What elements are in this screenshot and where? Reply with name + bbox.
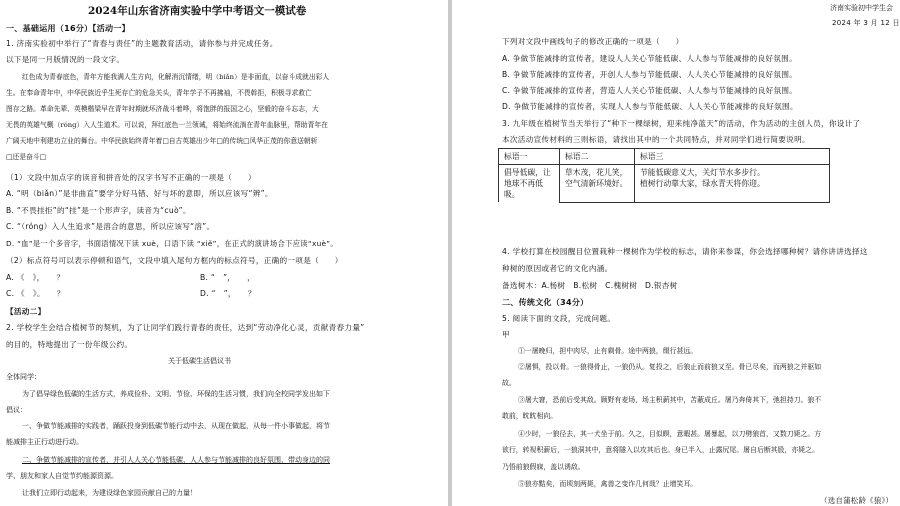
tree-options: 备选树木：A.杨树 B.松树 C.槐树树 D.银杏树 [502, 281, 678, 290]
edit-option-c: C. 争做节能减排的宣传者，营造人人关心节能低碳、人人参与节能减排的良好氛围。 [502, 86, 798, 95]
edit-option-a: A. 争做节能减排的宣传者，建设人人关心节能低碳、人人参与节能减排的良好氛围。 [502, 54, 797, 63]
right-page [452, 0, 900, 506]
classical-line: 故。 [502, 379, 516, 387]
passage-line: 无畏的英雄气概（róng）入人生道术。可以说，拜红底色一兰领诫，将始终流淌在青年血脉里，帮助青年在 [6, 121, 328, 129]
punct-option-c: C. 《 》。 ？ [6, 289, 65, 298]
option-b: B. “不畏挂拒”的“挂”是一个形声字，读音为“cuò”。 [6, 206, 191, 215]
proposal-line: 一、争做节能减排的实践者，踊跃投身到低碳节能行动中去，从现在做起，从每一件小事做起，将节 [22, 422, 330, 430]
proposal-line: 倡议： [6, 406, 27, 414]
punct-option-a: A. 《 》， ？ [6, 273, 65, 282]
edit-option-d: D. 争做节能减排的宣传者，实现人人参与节能低碳、人人关心节能减排的良好氛围。 [502, 102, 798, 111]
proposal-line: 学、朋友和家人自觉节约能源资源。 [6, 472, 118, 480]
table-header: 标语二 [560, 149, 635, 165]
classical-line: 敢前，眈眈相向。 [502, 412, 558, 420]
classical-line: 乃悟前狼假寐，盖以诱敌。 [502, 463, 585, 471]
passage-line: □还是奋斗□ [6, 153, 47, 161]
proposal-line: 为了倡导绿色低碳的生活方式，养成俭朴、文明、节俭、环保的生活习惯，我们向全校同学发出如下 [22, 390, 330, 398]
edit-question: 下列对文段中画线句子的修改正确的一项是（ ） [502, 37, 684, 46]
passage-line: 生。在奉命青年中，中华民族近乎生死存亡的危急关头，青年学子不再拂袖，不畏斡拒，积极寻求救亡 [6, 89, 312, 97]
table-header-row [499, 149, 830, 165]
question-3: 3. 九年级在植树节当天举行了“种下一棵绿树，迎来纯净蓝天”的活动，作为活动的主创人员，你设计了 [502, 119, 861, 128]
classical-line: ②屠惧，投以骨。一狼得骨止，一狼仍从。复投之，后狼止而前狼又至。骨已尽矣，而两狼之并驱如 [518, 363, 822, 371]
table-row [499, 165, 830, 203]
sub-question-1: （1）文段中加点字的读音和拼音处的汉字书写不正确的一项是（ ） [6, 173, 256, 182]
option-d: D. “血”是一个多音字，书面语情况下读 xuè，口语下读 “xiě”，在正式的演讲场合下应读“xuè”。 [6, 239, 338, 248]
passage-jia-label: 甲 [502, 330, 510, 339]
table-cell: 草木茂，花儿笑， 空气清新环境好。 [560, 165, 635, 203]
option-a: A. “明（biǎn）”是非曲直”要学分好马错、好与坏的意即，所以应该写“辨”。 [6, 189, 273, 198]
question-3-cont: 本次活动宣传材料的三则标语，请找出其中的一个共同特点，并对同学们进行简要说明。 [502, 135, 810, 144]
classical-line: ③屠大窘，恐前后受其敌。顾野有麦场，场主积薪其中，苫蔽成丘。屠乃奔倚其下，弛担持刀。狼不 [518, 396, 822, 404]
question-1-sub: 以下是同一月版情况的一段文字。 [6, 55, 125, 64]
table-cell: 节能低碳意义大，关灯节水多步行。 植树行动靠大家，绿水青天将你迎。 [635, 165, 830, 203]
question-5: 5. 阅读下面的文段，完成问题。 [502, 314, 616, 323]
table-cell: 倡导低碳，让 地球不再低 吸。 [499, 165, 560, 203]
classical-line: 欲行，转视积薪后，一狼洞其中，意将隧入以攻其后也。身已半入，止露尻尾。屠自后断其股，亦毙之。 [502, 446, 819, 454]
proposal-line: 能减排主正行动进行动。 [6, 438, 83, 446]
edit-option-b: B. 争做节能减排的宣传者，开创人人参与节能低碳、人人关心节能减排的良好氛围。 [502, 70, 798, 79]
source-citation: （选自蒲松龄《狼》） [820, 496, 894, 505]
question-2: 2. 学校学生会结合植树节的契机，为了让同学们践行青春的责任，达到“劳动净化心灵，贡献青春力量” [6, 323, 365, 332]
exam-title: 2024年山东省济南实验中学中考语文一模试卷 [88, 5, 307, 17]
question-4: 4. 学校打算在校园醒目位置栽种一棵树作为学校的标志，请你来参谋，你会选择哪种树？请你讲讲选择这 [502, 247, 868, 256]
question-1: 1. 济南实验初中举行了“青春与责任”的主题教育活动，请你参与并完成任务。 [6, 39, 278, 48]
passage-line: 图存之路。革命先辈、英模楷梁早在青年时期就坏济战斗着哗，将饱胖的报国之心，坚毅的奋斗忘志，大 [6, 105, 319, 113]
passage-line: 红色成为青春底色，青年方能我满人生方向，化解消沉情绪，明（biǎn）是非面直，以奋斗成就出彩人 [22, 73, 330, 81]
classical-line: ①一屠晚归，担中肉尽，止有剩骨。途中两狼，缀行甚远。 [518, 347, 698, 355]
question-4-cont: 种树的原因或者它的文化内涵。 [502, 264, 613, 273]
activity-two: 【活动二】 [6, 307, 46, 316]
punct-option-b: B. “ ”， ， [200, 273, 256, 282]
sub-question-2: （2）标点符号可以表示停顿和语气，文段中填入尾句方框内的标点符号，正确的一项是（ ） [6, 256, 343, 265]
proposal-line-underlined: 二、争做节能减排的宣传者，并引人人关心节能低碳、人人参与节能减排的良好氛围，带动身边的同 [22, 456, 330, 464]
option-c: C. “（róng）入人生追求”是溶合的意思，所以应该写“溶”。 [6, 222, 215, 231]
classical-line: ④少时，一狼径去，其一犬坐于前。久之，目似瞑，意暇甚。屠暴起，以刀劈狼首，又数刀毙之。方 [518, 430, 822, 438]
table-header: 标语三 [635, 149, 830, 165]
section-basic: 一、基础运用（16分）【活动一】 [6, 24, 130, 33]
proposal-line: 让我们立即行动起来，为建设绿色家园贡献自己的力量！ [22, 489, 197, 497]
punct-option-d: D. “ ”， ？ [200, 289, 256, 298]
proposal-title: 关于低碳生活倡议书 [168, 357, 231, 365]
question-2-cont: 的目的，特地提出了一份年级公约。 [6, 340, 133, 349]
classical-line: ⑤狼亦黠矣，而顷刻两毙，禽兽之变诈几何哉？止增笑耳。 [518, 480, 698, 488]
corner-school: 济南实验初中学生会 [830, 4, 893, 12]
corner-date: 2024 年 3 月 12 日 [832, 19, 900, 27]
section-traditional: 二、传统文化（34分） [502, 298, 589, 307]
left-page [0, 0, 448, 506]
table-header: 标语一 [499, 149, 560, 165]
proposal-greeting: 全体同学： [6, 373, 41, 381]
passage-line: 广阔天地中利建功立业的舞台。中华民族始终青年着□自古英雄出少年□的传统□风华正茂的你意送朝斩 [6, 137, 318, 145]
slogan-table [498, 148, 830, 203]
